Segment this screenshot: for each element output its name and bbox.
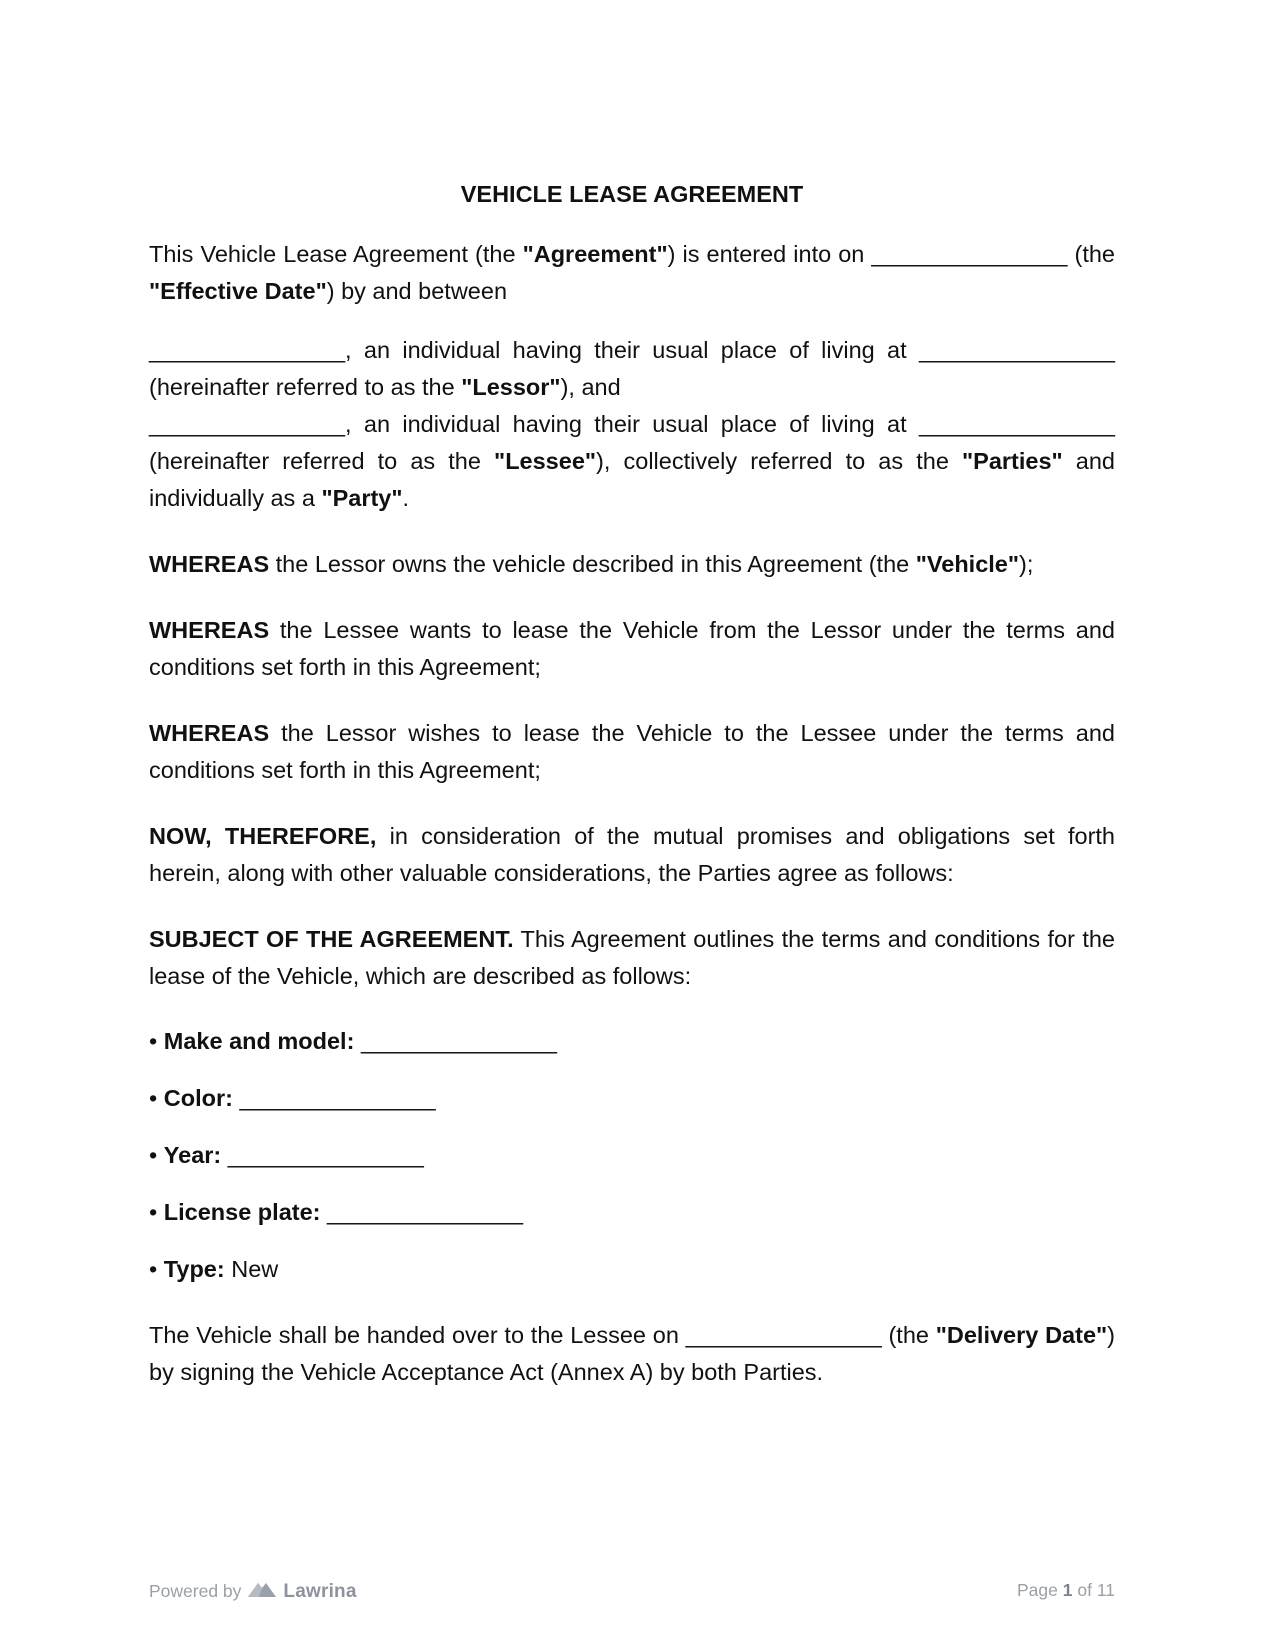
list-item: • Year: _______________ — [149, 1142, 424, 1168]
list-item: • Color: _______________ — [149, 1085, 436, 1111]
intro-paragraph: This Vehicle Lease Agreement (the "Agreement") is entered into on _______________ (the "Effective Date") by and between — [149, 241, 1115, 304]
page-footer — [149, 1580, 1115, 1610]
list-item: • Make and model: _______________ — [149, 1028, 557, 1054]
vehicle-details-list — [149, 1023, 1115, 1288]
lessee-address-blank: _______________ — [918, 411, 1115, 437]
list-item: • Type: New — [149, 1256, 279, 1282]
whereas-lessor-paragraph: WHEREAS the Lessor wishes to lease the Vehicle to the Lessee under the terms and conditions set forth in this Agreement; — [149, 720, 1115, 783]
now-therefore-paragraph: NOW, THEREFORE, in consideration of the mutual promises and obligations set forth herein, along with other valuable considerations, the Parties agree as follows: — [149, 823, 1115, 886]
lessee-paragraph: _______________, an individual having their usual place of living at _______________ (hereinafter referred to as the "Lessee"), collectively referred to as the "Parties" and individually as a "Party". — [149, 411, 1115, 511]
lessor-address-blank: _______________ — [918, 337, 1115, 363]
lessee-name-blank: _______________ — [149, 411, 346, 437]
brand-name: Lawrina — [283, 1580, 357, 1602]
whereas-owns-paragraph: WHEREAS the Lessor owns the vehicle described in this Agreement (the "Vehicle"); — [149, 551, 1034, 577]
delivery-date-blank: _______________ — [685, 1322, 882, 1348]
page-number: Page 1 of 11 — [1016, 1580, 1115, 1600]
effective-date-blank: _______________ — [871, 241, 1068, 267]
list-item: • License plate: _______________ — [149, 1199, 524, 1225]
subject-paragraph: SUBJECT OF THE AGREEMENT. This Agreement outlines the terms and conditions for the lease of the Vehicle, which are described as follows: — [149, 926, 1115, 989]
document-title: VEHICLE LEASE AGREEMENT — [460, 181, 804, 207]
lawrina-logo-icon — [247, 1580, 277, 1603]
whereas-lessee-paragraph: WHEREAS the Lessee wants to lease the Vehicle from the Lessor under the terms and conditions set forth in this Agreement; — [149, 617, 1115, 680]
lessor-paragraph: _______________, an individual having their usual place of living at _______________ (hereinafter referred to as the "Lessor"), and — [149, 337, 1115, 400]
lessor-name-blank: _______________ — [149, 337, 346, 363]
powered-by-label: Powered by — [149, 1581, 242, 1601]
delivery-paragraph: The Vehicle shall be handed over to the Lessee on _______________ (the "Delivery Date") by signing the Vehicle Acceptance Act (Annex A) by both Parties. — [149, 1322, 1115, 1385]
document-body — [149, 176, 1115, 1391]
powered-by[interactable] — [149, 1580, 357, 1603]
